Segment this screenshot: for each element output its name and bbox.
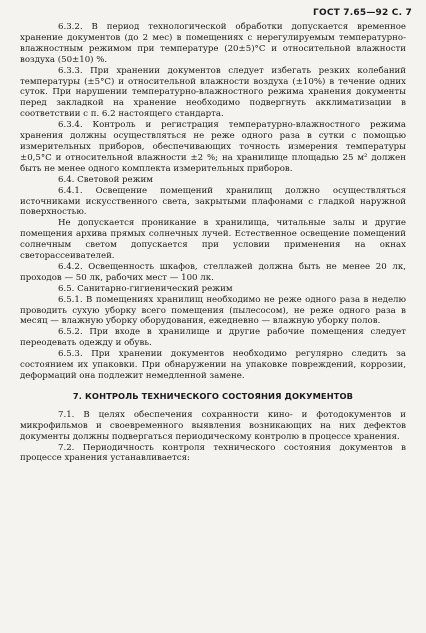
paragraph-6-4-1: 6.4.1. Освещение помещений хранилищ должно осуществляться источниками искусственного света, закрытыми плафонами с гладкой наружной поверхностью. (20, 185, 406, 218)
subheading-6-4: 6.4. Световой режим (58, 174, 153, 185)
page-header: ГОСТ 7.65—92 С. 7 (313, 8, 412, 18)
paragraph-6-5-2: 6.5.2. При входе в хранилище и другие рабочие помещения следует переодевать одежду и обувь. (20, 327, 406, 349)
paragraph-6-3-4: 6.3.4. Контроль и регистрация температурно-влажностного режима хранения должны осуществляться не реже одного раза в сутки с помощью измерительных приборов, обеспечивающих точность измерения температуры ±0,5°С и относительной влажности ±2 %; на хранилище площадью 25 м² должен быть не менее одного комплекта измерительных приборов. (20, 120, 406, 174)
paragraph-7-1: 7.1. В целях обеспечения сохранности кино- и фотодокументов и микрофильмов и своевременного выявления возникающих на них дефектов документы должны подвергаться периодическому контролю в процессе хранения. (20, 409, 406, 442)
paragraph-6-5-1: 6.5.1. В помещениях хранилищ необходимо не реже одного раза в неделю проводить сухую уборку всего помещения (пылесосом), не реже одного раза в месяц — влажную уборку оборудования, ежедневно — влажную уборку полов. (20, 294, 406, 327)
paragraph-6-4-1-cont: Не допускается проникание в хранилища, читальные залы и другие помещения архива прямых солнечных лучей. Естественное освещение помещений солнечным светом допускается при условии применения на окнах светорассеивателей. (20, 218, 406, 262)
paragraph-6-3-3: 6.3.3. При хранении документов следует избегать резких колебаний температуры (±5°С) и относительной влажности воздуха (±10%) в течение одних суток. При нарушении температурно-влажностного режима хранения документы перед закладкой на хранение необходимо подвергнуть акклиматизации в соответствии с п. 6.2 настоящего стандарта. (20, 65, 406, 120)
paragraph-6-5-3: 6.5.3. При хранении документов необходимо регулярно следить за состоянием их упаковки. При обнаружении на упаковке повреждений, коррозии, деформаций она подлежит немедленной замене. (20, 349, 406, 381)
paragraph-7-2: 7.2. Периодичность контроля технического состояния документов в процессе хранения устанавливается: (20, 442, 406, 464)
subheading-6-5: 6.5. Санитарно-гигиенический режим (58, 283, 233, 294)
section-heading-7: 7. КОНТРОЛЬ ТЕХНИЧЕСКОГО СОСТОЯНИЯ ДОКУМЕНТОВ (72, 390, 354, 401)
paragraph-6-4-2: 6.4.2. Освещенность шкафов, стеллажей должна быть не менее 20 лк, проходов — 50 лк, рабочих мест — 100 лк. (20, 261, 406, 283)
document-body (20, 22, 406, 464)
paragraph-6-3-2: 6.3.2. В период технологической обработки допускается временное хранение документов (до 2 мес) в помещениях с нерегулируемым температурно-влажностным режимом при температуре (20±5)°С и относительной влажности воздуха (50±10) %. (20, 22, 406, 65)
